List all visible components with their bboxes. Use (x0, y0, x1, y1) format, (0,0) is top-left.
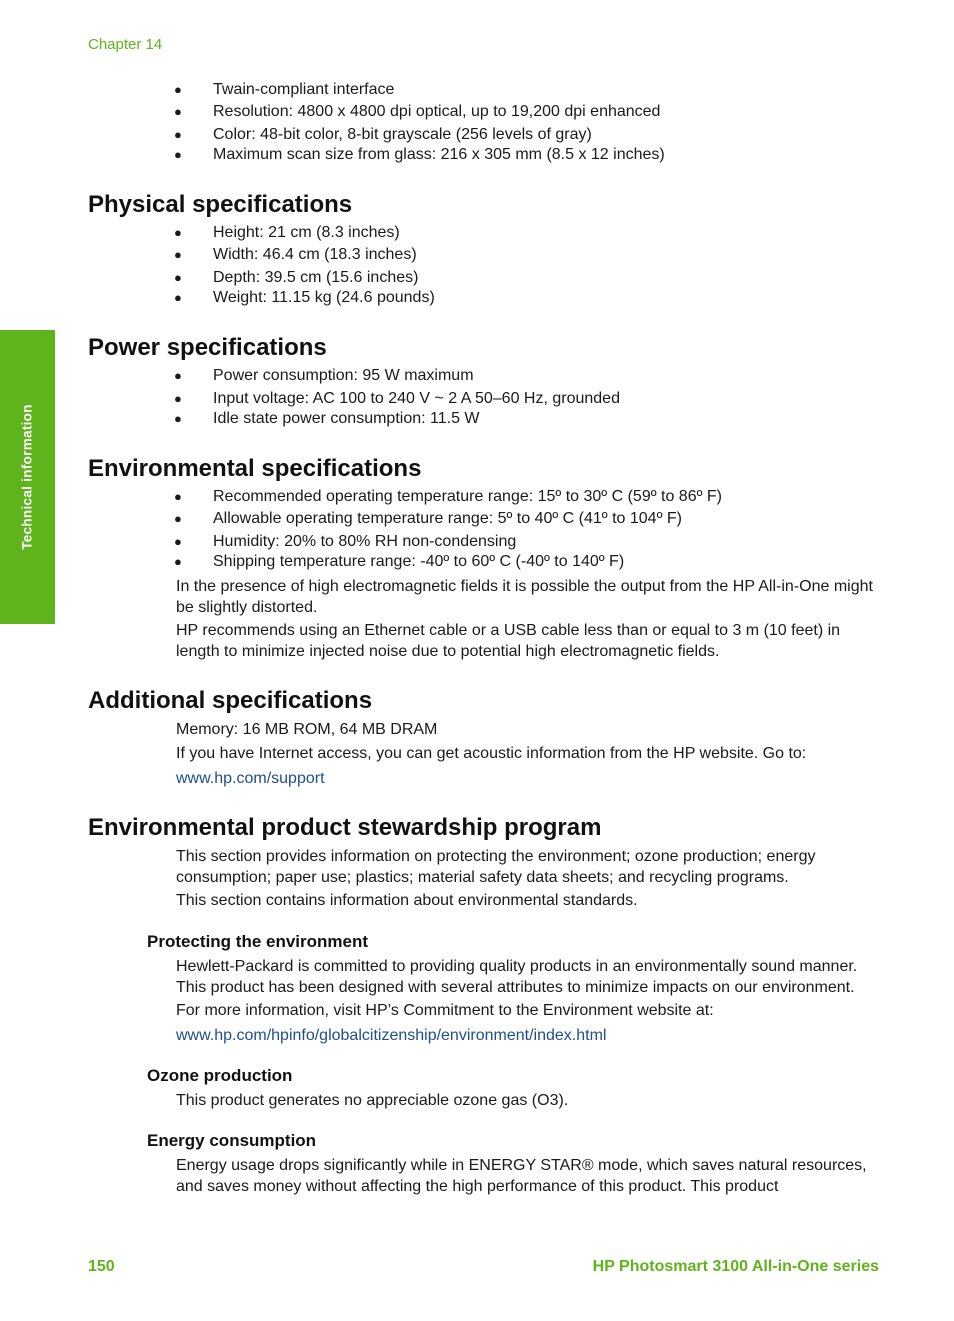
power-heading: Power specifications (88, 334, 327, 361)
environmental-heading: Environmental specifications (88, 455, 422, 482)
stewardship-intro: This section provides information on protecting the environment; ozone production; energy consumption; paper use; plastics; material safety data sheets; and recycling programs. (176, 848, 816, 886)
page-number: 150 (88, 1258, 115, 1275)
protecting-more-info: For more information, visit HP’s Commitment to the Environment website at: (176, 1002, 714, 1019)
physical-heading: Physical specifications (88, 191, 353, 218)
chapter-label: Chapter 14 (88, 36, 163, 53)
additional-heading: Additional specifications (88, 687, 373, 714)
electromagnetic-note: In the presence of high electromagnetic fields it is possible the output from the HP All-in-One might be slightly distorted. (176, 578, 873, 616)
protecting-text: Hewlett-Packard is committed to providing quality products in an environmentally sound manner. This product has been designed with several attributes to minimize impacts on our environment. (176, 958, 858, 996)
hp-environment-link[interactable]: www.hp.com/hpinfo/globalcitizenship/environment/index.html (176, 1027, 607, 1044)
protecting-heading: Protecting the environment (147, 932, 369, 951)
memory-text: Memory: 16 MB ROM, 64 MB DRAM (176, 721, 438, 738)
cable-note: HP recommends using an Ethernet cable or a USB cable less than or equal to 3 m (10 feet) in length to minimize injected noise due to potential high electromagnetic fields. (176, 622, 841, 660)
side-tab (0, 330, 55, 624)
product-name: HP Photosmart 3100 All-in-One series (592, 1258, 879, 1275)
energy-heading: Energy consumption (147, 1131, 317, 1150)
stewardship-heading: Environmental product stewardship program (88, 814, 602, 841)
ozone-text: This product generates no appreciable ozone gas (O3). (176, 1092, 569, 1109)
stewardship-standards: This section contains information about environmental standards. (176, 892, 638, 909)
energy-text: Energy usage drops significantly while in ENERGY STAR® mode, which saves natural resources, and saves money without affecting the high performance of this product. This product (176, 1157, 867, 1195)
ozone-heading: Ozone production (147, 1066, 293, 1085)
acoustic-info-text: If you have Internet access, you can get acoustic information from the HP website. Go to: (176, 745, 807, 762)
hp-support-link[interactable]: www.hp.com/support (176, 770, 325, 787)
side-tab-label: Technical information (19, 404, 35, 550)
